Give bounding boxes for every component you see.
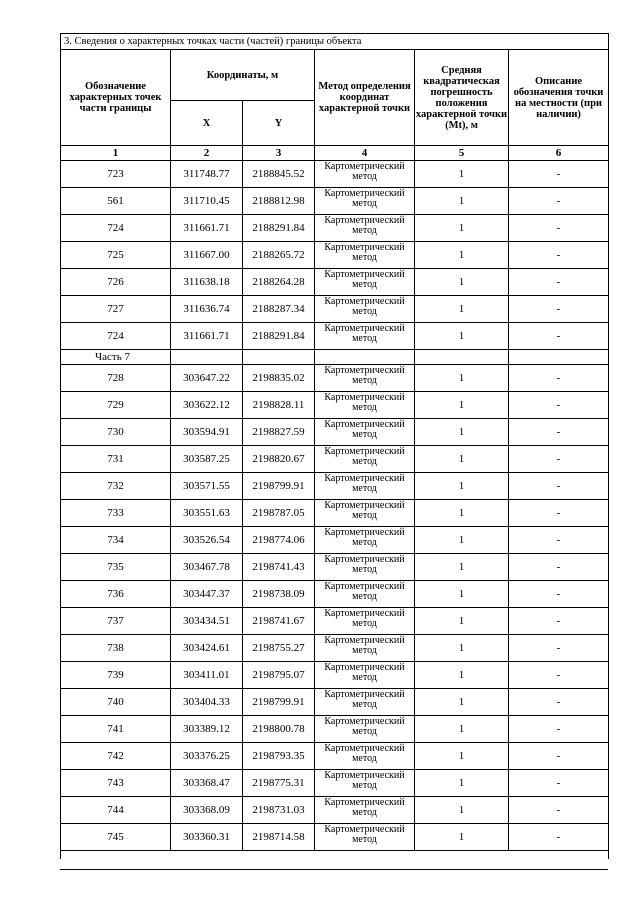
y-coordinate-cell: 2188291.84 [243,215,315,242]
y-coordinate-cell: 2188287.34 [243,296,315,323]
error-cell: 1 [415,419,509,446]
error-cell: 1 [415,635,509,662]
table-row [61,797,609,824]
method-cell: Картометрический метод [315,161,415,188]
header-x: X [171,101,243,146]
table-row [61,554,609,581]
description-cell: - [509,635,609,662]
method-cell: Картометрический метод [315,527,415,554]
method-cell: Картометрический метод [315,473,415,500]
table-row [61,296,609,323]
description-cell: - [509,269,609,296]
y-coordinate-cell: 2188264.28 [243,269,315,296]
part-label: Часть 7 [61,350,171,365]
y-coordinate-cell: 2198755.27 [243,635,315,662]
method-cell: Картометрический метод [315,581,415,608]
method-cell: Картометрический метод [315,215,415,242]
x-coordinate-cell: 303551.63 [171,500,243,527]
y-coordinate-cell: 2198828.11 [243,392,315,419]
error-cell: 1 [415,296,509,323]
column-number: 1 [61,146,171,161]
method-cell: Картометрический метод [315,323,415,350]
table-row [61,743,609,770]
x-coordinate-cell: 303622.12 [171,392,243,419]
method-cell: Картометрический метод [315,662,415,689]
x-coordinate-cell: 311667.00 [171,242,243,269]
table-row [61,419,609,446]
document-page [60,33,608,859]
method-cell: Картометрический метод [315,743,415,770]
description-cell: - [509,365,609,392]
header-description: Описание обозначения точки на местности (при наличии) [509,50,609,146]
description-cell: - [509,689,609,716]
point-id-cell: 724 [61,323,171,350]
description-cell: - [509,215,609,242]
point-id-cell: 728 [61,365,171,392]
column-number: 2 [171,146,243,161]
point-id-cell: 737 [61,608,171,635]
method-cell: Картометрический метод [315,770,415,797]
empty-cell [509,350,609,365]
boundary-points-table [60,33,609,859]
method-cell: Картометрический метод [315,242,415,269]
description-cell: - [509,242,609,269]
empty-cell [315,350,415,365]
y-coordinate-cell: 2198741.43 [243,554,315,581]
description-cell: - [509,554,609,581]
table-row [61,635,609,662]
x-coordinate-cell: 311748.77 [171,161,243,188]
x-coordinate-cell: 303376.25 [171,743,243,770]
y-coordinate-cell: 2198799.91 [243,473,315,500]
x-coordinate-cell: 303434.51 [171,608,243,635]
part-header-row [61,350,609,365]
header-method: Метод определения координат характерной точки [315,50,415,146]
point-id-cell: 735 [61,554,171,581]
table-row [61,215,609,242]
empty-cell [415,350,509,365]
description-cell: - [509,581,609,608]
x-coordinate-cell: 303447.37 [171,581,243,608]
point-id-cell: 738 [61,635,171,662]
table-caption: 3. Сведения о характерных точках части (частей) границы объекта [61,34,609,50]
point-id-cell: 742 [61,743,171,770]
point-id-cell: 745 [61,824,171,851]
method-cell: Картометрический метод [315,446,415,473]
x-coordinate-cell: 303594.91 [171,419,243,446]
table-row [61,500,609,527]
description-cell: - [509,296,609,323]
description-cell: - [509,473,609,500]
empty-cell [171,350,243,365]
point-id-cell: 729 [61,392,171,419]
method-cell: Картометрический метод [315,365,415,392]
point-id-cell: 732 [61,473,171,500]
table-row [61,323,609,350]
point-id-cell: 739 [61,662,171,689]
method-cell: Картометрический метод [315,797,415,824]
point-id-cell: 731 [61,446,171,473]
header-coordinates: Координаты, м [171,50,315,101]
method-cell: Картометрический метод [315,296,415,323]
description-cell: - [509,716,609,743]
table-row [61,161,609,188]
description-cell: - [509,527,609,554]
x-coordinate-cell: 303368.47 [171,770,243,797]
column-number: 4 [315,146,415,161]
description-cell: - [509,419,609,446]
method-cell: Картометрический метод [315,689,415,716]
error-cell: 1 [415,527,509,554]
column-number: 5 [415,146,509,161]
point-id-cell: 741 [61,716,171,743]
y-coordinate-cell: 2198714.58 [243,824,315,851]
y-coordinate-cell: 2188845.52 [243,161,315,188]
description-cell: - [509,797,609,824]
error-cell: 1 [415,188,509,215]
y-coordinate-cell: 2198793.35 [243,743,315,770]
point-id-cell: 734 [61,527,171,554]
y-coordinate-cell: 2198738.09 [243,581,315,608]
table-end-row [61,851,609,860]
point-id-cell: 733 [61,500,171,527]
table-row [61,770,609,797]
y-coordinate-cell: 2188265.72 [243,242,315,269]
method-cell: Картометрический метод [315,716,415,743]
x-coordinate-cell: 311636.74 [171,296,243,323]
description-cell: - [509,161,609,188]
table-row [61,242,609,269]
error-cell: 1 [415,242,509,269]
point-id-cell: 724 [61,215,171,242]
error-cell: 1 [415,824,509,851]
error-cell: 1 [415,365,509,392]
error-cell: 1 [415,554,509,581]
x-coordinate-cell: 311661.71 [171,215,243,242]
description-cell: - [509,188,609,215]
x-coordinate-cell: 303467.78 [171,554,243,581]
y-coordinate-cell: 2198799.91 [243,689,315,716]
error-cell: 1 [415,161,509,188]
point-id-cell: 561 [61,188,171,215]
x-coordinate-cell: 303587.25 [171,446,243,473]
y-coordinate-cell: 2198827.59 [243,419,315,446]
column-number: 3 [243,146,315,161]
header-designation: Обозначение характерных точек части границы [61,50,171,146]
description-cell: - [509,446,609,473]
y-coordinate-cell: 2198795.07 [243,662,315,689]
x-coordinate-cell: 311710.45 [171,188,243,215]
table-row [61,527,609,554]
method-cell: Картометрический метод [315,554,415,581]
error-cell: 1 [415,581,509,608]
point-id-cell: 726 [61,269,171,296]
description-cell: - [509,392,609,419]
footer-divider [60,869,608,870]
error-cell: 1 [415,500,509,527]
y-coordinate-cell: 2198731.03 [243,797,315,824]
description-cell: - [509,770,609,797]
table-row [61,365,609,392]
x-coordinate-cell: 303424.61 [171,635,243,662]
empty-cell [243,350,315,365]
error-cell: 1 [415,446,509,473]
y-coordinate-cell: 2188812.98 [243,188,315,215]
empty-cell [61,851,609,860]
table-row [61,446,609,473]
description-cell: - [509,608,609,635]
table-row [61,269,609,296]
point-id-cell: 736 [61,581,171,608]
point-id-cell: 730 [61,419,171,446]
method-cell: Картометрический метод [315,188,415,215]
error-cell: 1 [415,215,509,242]
y-coordinate-cell: 2198820.67 [243,446,315,473]
table-row [61,608,609,635]
x-coordinate-cell: 303368.09 [171,797,243,824]
error-cell: 1 [415,608,509,635]
method-cell: Картометрический метод [315,824,415,851]
table-row [61,392,609,419]
x-coordinate-cell: 303411.01 [171,662,243,689]
description-cell: - [509,743,609,770]
y-coordinate-cell: 2198800.78 [243,716,315,743]
table-row [61,188,609,215]
description-cell: - [509,662,609,689]
point-id-cell: 740 [61,689,171,716]
point-id-cell: 725 [61,242,171,269]
error-cell: 1 [415,323,509,350]
error-cell: 1 [415,770,509,797]
x-coordinate-cell: 303360.31 [171,824,243,851]
error-cell: 1 [415,743,509,770]
table-row [61,581,609,608]
point-id-cell: 743 [61,770,171,797]
x-coordinate-cell: 303389.12 [171,716,243,743]
description-cell: - [509,500,609,527]
method-cell: Картометрический метод [315,635,415,662]
point-id-cell: 723 [61,161,171,188]
description-cell: - [509,323,609,350]
header-y: Y [243,101,315,146]
point-id-cell: 744 [61,797,171,824]
method-cell: Картометрический метод [315,419,415,446]
header-error: Средняя квадратическая погрешность положения характерной точки (Mt), м [415,50,509,146]
y-coordinate-cell: 2188291.84 [243,323,315,350]
y-coordinate-cell: 2198775.31 [243,770,315,797]
table-row [61,689,609,716]
table-row [61,662,609,689]
x-coordinate-cell: 303526.54 [171,527,243,554]
method-cell: Картометрический метод [315,500,415,527]
table-row [61,824,609,851]
error-cell: 1 [415,797,509,824]
y-coordinate-cell: 2198835.02 [243,365,315,392]
x-coordinate-cell: 311638.18 [171,269,243,296]
x-coordinate-cell: 303571.55 [171,473,243,500]
error-cell: 1 [415,473,509,500]
error-cell: 1 [415,662,509,689]
column-number: 6 [509,146,609,161]
y-coordinate-cell: 2198741.67 [243,608,315,635]
y-coordinate-cell: 2198774.06 [243,527,315,554]
description-cell: - [509,824,609,851]
x-coordinate-cell: 303647.22 [171,365,243,392]
y-coordinate-cell: 2198787.05 [243,500,315,527]
error-cell: 1 [415,689,509,716]
x-coordinate-cell: 311661.71 [171,323,243,350]
error-cell: 1 [415,392,509,419]
method-cell: Картометрический метод [315,608,415,635]
table-row [61,716,609,743]
x-coordinate-cell: 303404.33 [171,689,243,716]
method-cell: Картометрический метод [315,269,415,296]
error-cell: 1 [415,716,509,743]
point-id-cell: 727 [61,296,171,323]
table-row [61,473,609,500]
error-cell: 1 [415,269,509,296]
method-cell: Картометрический метод [315,392,415,419]
